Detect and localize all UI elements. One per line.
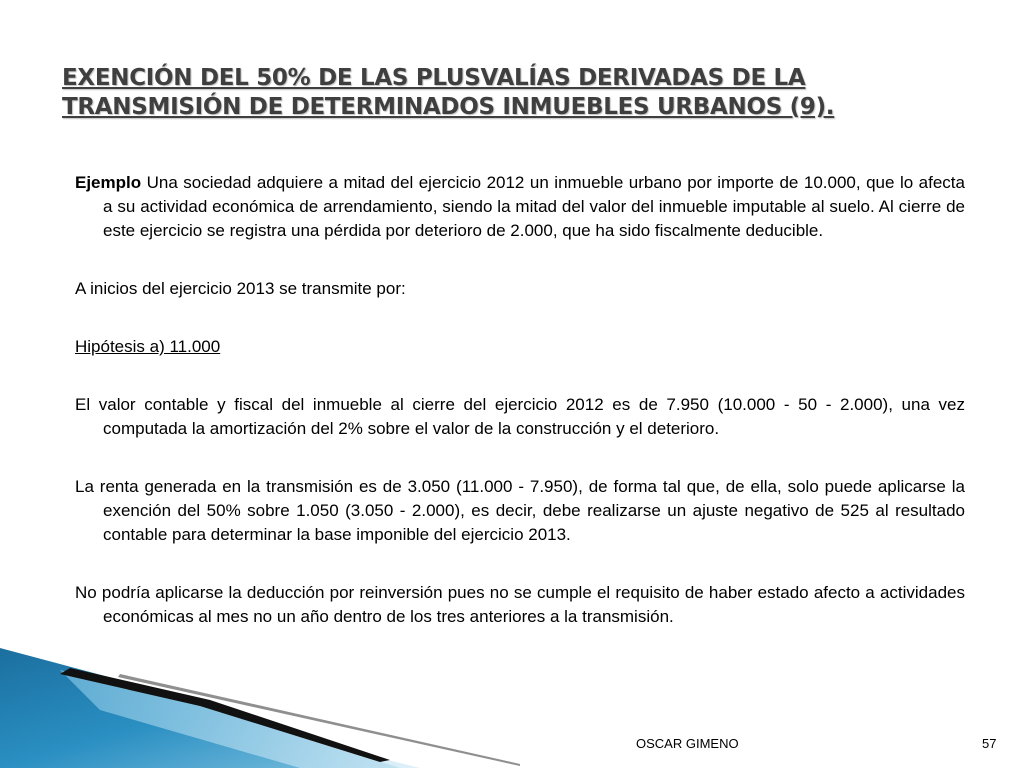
reinvestment-paragraph: No podría aplicarse la deducción por reinversión pues no se cumple el requisito de haber estado afecto a actividades económicas al mes no un año dentro de los tres anteriores a la transmisión. <box>75 583 965 626</box>
example-label: Ejemplo <box>75 173 142 192</box>
example-text: Una sociedad adquiere a mitad del ejercicio 2012 un inmueble urbano por importe de 10.000, que lo afecta a su actividad económica de arrendamiento, siendo la mitad del valor del inmueble imputable al suelo. Al cierre de este ejercicio se registra una pérdida por deterioro de 2.000, que ha sido fiscalmente deducible. <box>103 173 965 240</box>
example-paragraph <box>75 171 965 243</box>
hypothesis-label: Hipótesis a) 11.000 <box>75 337 221 356</box>
transmission-paragraph: A inicios del ejercicio 2013 se transmite por: <box>75 279 406 298</box>
slide-body <box>75 171 965 663</box>
income-paragraph: La renta generada en la transmisión es de 3.050 (11.000 - 7.950), de forma tal que, de ella, solo puede aplicarse la exención del 50% sobre 1.050 (3.050 - 2.000), es decir, debe realizarse un ajuste negativo de 525 al resultado contable para determinar la base imponible del ejercicio 2013. <box>75 477 965 544</box>
page-number: 57 <box>982 736 997 751</box>
footer-author: OSCAR GIMENO <box>636 736 739 751</box>
decorative-wave-graphic <box>0 640 520 768</box>
slide-title: EXENCIÓN DEL 50% DE LAS PLUSVALÍAS DERIVADAS DE LA TRANSMISIÓN DE DETERMINADOS INMUEBLES URBANOS (9). <box>62 65 835 120</box>
book-value-paragraph: El valor contable y fiscal del inmueble al cierre del ejercicio 2012 es de 7.950 (10.000 - 50 - 2.000), una vez computada la amortización del 2% sobre el valor de la construcción y el deterioro. <box>75 395 965 438</box>
hypothesis-paragraph <box>75 335 965 359</box>
